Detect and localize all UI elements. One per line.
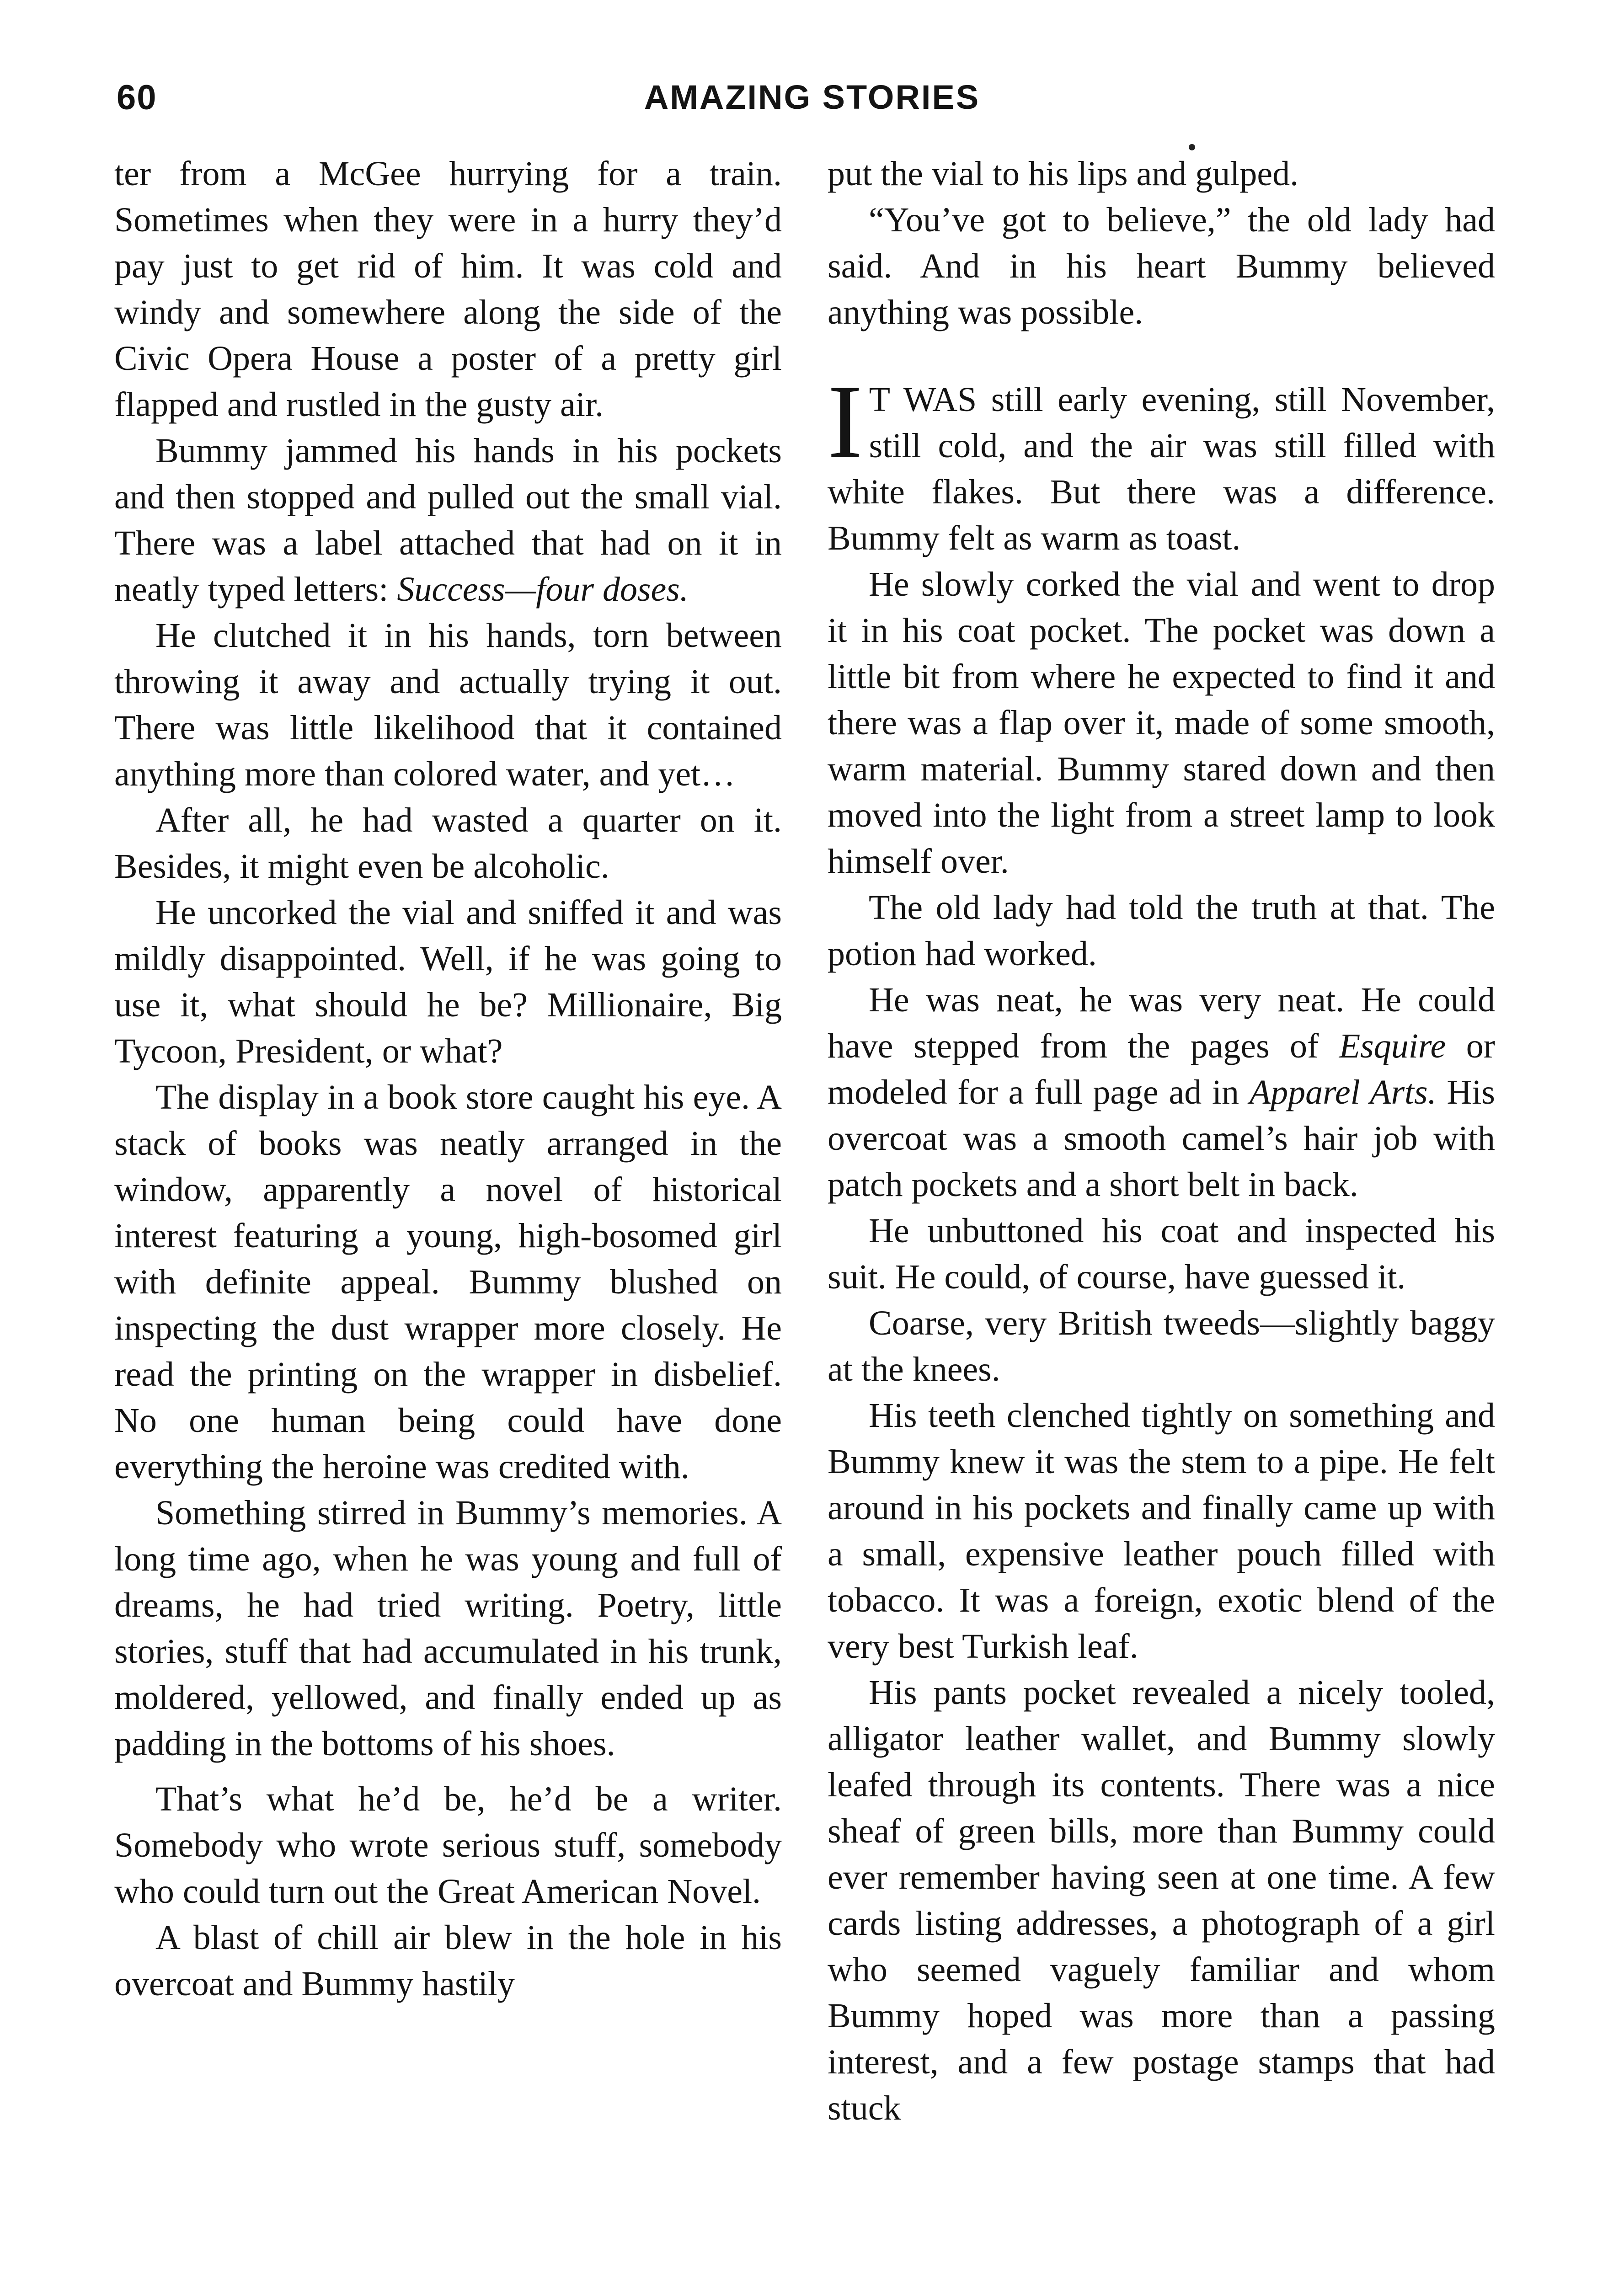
print-speck [1189,144,1195,150]
paragraph: His pants pocket revealed a nicely tooled, alligator leather wallet, and Bummy slowly leafed through its contents. There was a nice sheaf of green bills, more than Bummy could ever remember having seen at one time. A few cards listing addresses, a photograph of a girl who seemed vaguely familiar and whom Bummy hoped was more than a passing interest, and a few postage stamps that had stuck [828,1673,1495,2127]
paragraph: ter from a McGee hurrying for a train. Sometimes when they were in a hurry they’d pay just to get rid of him. It was cold and windy and somewhere along the side of the Civic Opera House a poster of a pretty girl flapped and rustled in the gusty air. [114,155,782,424]
paragraph: “You’ve got to believe,” the old lady had said. And in his heart Bummy believed anything was possible. [828,201,1495,331]
paragraph: After all, he had wasted a quarter on it. Besides, it might even be alcoholic. [114,801,782,886]
paragraph [828,977,1495,1208]
running-head: AMAZING STORIES [644,78,980,116]
paragraph: The display in a book store caught his eye. A stack of books was neatly arranged in the window, apparently a novel of historical interest featuring a young, high-bosomed girl with definite appeal. Bummy blushed on inspecting the dust wrapper more closely. He read the printing on the wrapper in disbelief. No one human being could have done everything the heroine was credited with. [114,1078,782,1486]
left-column [114,151,782,2007]
drop-cap: I [828,363,863,480]
paragraph: That’s what he’d be, he’d be a writer. Somebody who wrote serious stuff, somebody who could turn out the Great American Novel. [114,1780,782,1911]
paragraph: put the vial to his lips and gulped. [828,155,1299,193]
paragraph-text: or modeled for a full page ad in [828,1027,1495,1111]
page-header [117,78,1507,133]
paragraph: Something stirred in Bummy’s memories. A long time ago, when he was young and full of dreams, he had tried writing. Poetry, little stories, stuff that had accumulated in his trunk, moldered, yellowed, and finally ended up as padding in the bottoms of his shoes. [114,1494,782,1763]
label-text: Success—four doses. [397,570,689,609]
magazine-title: Esquire [1339,1027,1446,1065]
right-column [828,151,1495,2131]
magazine-title: Apparel Arts. [1249,1073,1437,1111]
paragraph: He clutched it in his hands, torn between throwing it away and actually trying it out. There was little likelihood that it contained anything more than colored water, and yet… [114,616,782,793]
paragraph: He unbuttoned his coat and inspected his suit. He could, of course, have guessed it. [828,1212,1495,1296]
paragraph: He slowly corked the vial and went to drop it in his coat pocket. The pocket was down a little bit from where he expected to find it and there was a flap over it, made of some smooth, warm material. Bummy stared down and then moved into the light from a street lamp to look himself over. [828,565,1495,881]
paragraph-text: T WAS still early evening, still November, still cold, and the air was still filled with white flakes. But there was a difference. Bummy felt as warm as toast. [828,380,1495,557]
paragraph [114,428,782,613]
paragraph: The old lady had told the truth at that. The potion had worked. [828,888,1495,973]
paragraph: He uncorked the vial and sniffed it and was mildly disappointed. Well, if he was going to use it, what should he be? Millionaire, Big Tycoon, President, or what? [114,893,782,1070]
paragraph-text: Bummy jammed his hands in his pockets and then stopped and pulled out the small vial. There was a label attached that had on it in neatly typed letters: [114,432,782,609]
paragraph-text: His overcoat was a smooth camel’s hair job with patch pockets and a short belt in back. [828,1073,1495,1204]
paragraph: His teeth clenched tightly on something and Bummy knew it was the stem to a pipe. He felt around in his pockets and finally came up with a small, expensive leather pouch filled with tobacco. It was a foreign, exotic blend of the very best Turkish leaf. [828,1396,1495,1666]
paragraph: Coarse, very British tweeds—slightly baggy at the knees. [828,1304,1495,1389]
paragraph-text: He was neat, he was very neat. He could have stepped from the pages of [828,981,1495,1065]
section-opening-paragraph [828,363,1495,561]
paragraph: A blast of chill air blew in the hole in his overcoat and Bummy hastily [114,1918,782,2003]
page-number: 60 [117,78,157,117]
